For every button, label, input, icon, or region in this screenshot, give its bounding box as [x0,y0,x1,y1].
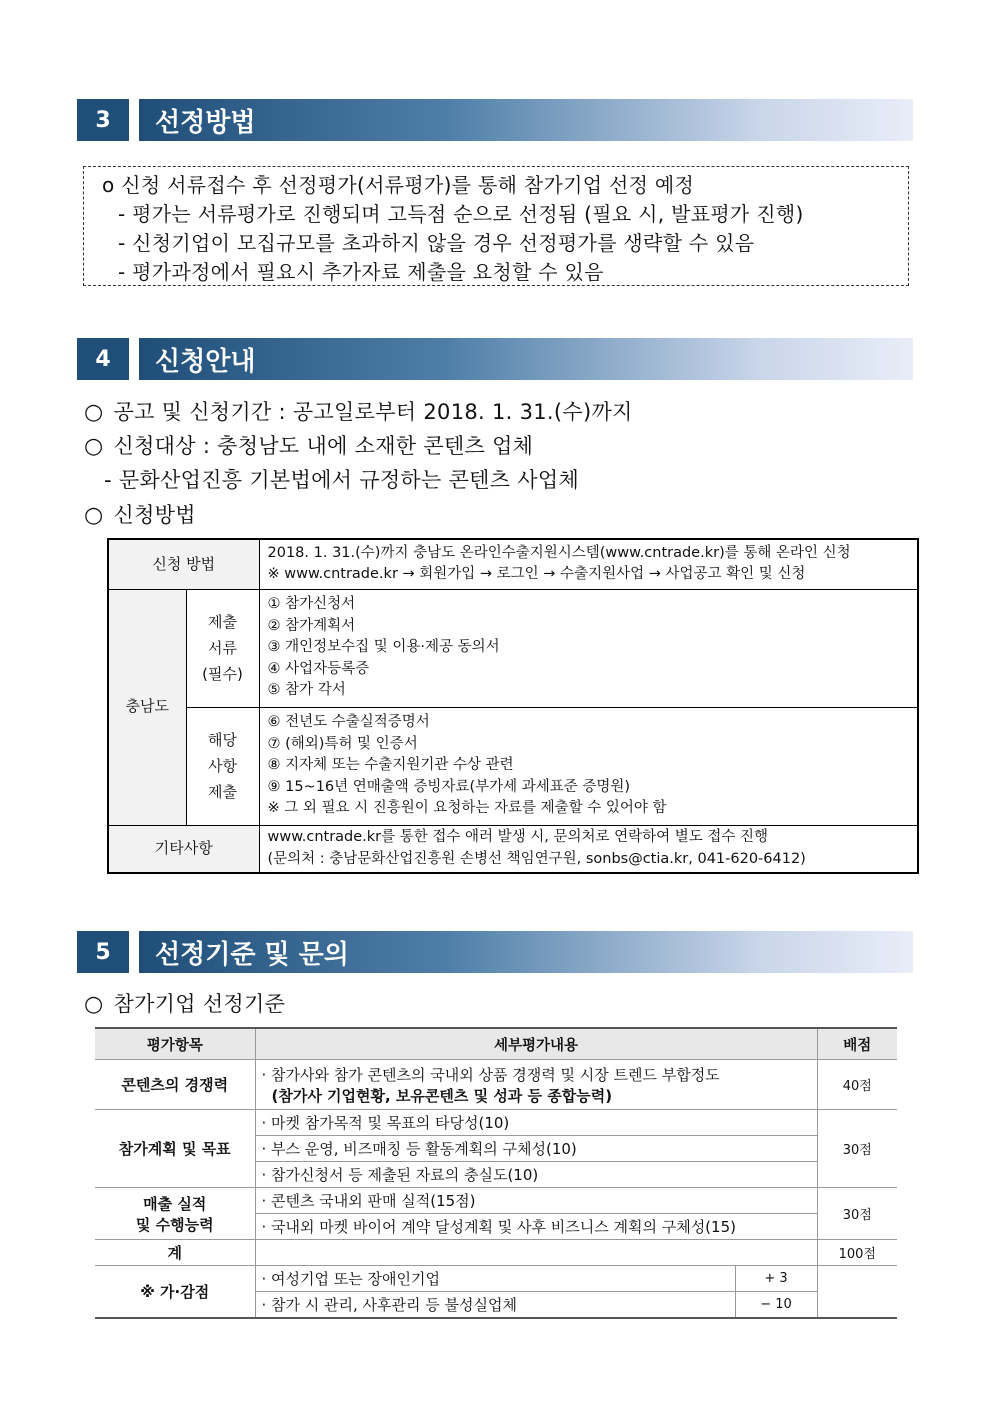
table-row: · 콘텐츠 국내외 판매 실적(15점) [255,1188,817,1214]
list-item: ※ 그 외 필요 시 진흥원이 요청하는 자료를 제출할 수 있어야 함 [267,800,667,817]
circle-bullet-icon: ○ [84,434,104,459]
list-item: ⑧ 지자체 또는 수출지원기관 수상 관련 [267,757,514,774]
list-item: ⑨ 15~16년 연매출액 증빙자료(부가세 과세표준 증명원) [267,778,631,795]
circle-bullet-icon: ○ [84,400,104,425]
criteria-table [95,1027,897,1319]
selection-method-box [83,166,909,286]
region-label: 충남도 [108,589,186,825]
list-item: ② 참가계획서 [267,617,356,634]
section-3-header [77,99,913,141]
total-score: 100점 [817,1240,897,1266]
selection-method-line: - 평가과정에서 필요시 추가자료 제출을 요청할 수 있음 [118,260,604,284]
list-item: ④ 사업자등록증 [267,660,370,677]
application-target-sub: - 문화산업진흥 기본법에서 규정하는 콘텐츠 사업체 [104,468,580,492]
content-score: 40점 [817,1060,897,1110]
total-empty [255,1240,817,1266]
adjust-category: ※ 가·감점 [95,1266,255,1319]
plan-score: 30점 [817,1110,897,1188]
content-detail: · 참가사와 참가 콘텐츠의 국내외 상품 경쟁력 및 시장 트렌드 부합정도 (참가사 기업현황, 보유콘텐츠 및 성과 등 종합능력) [255,1060,817,1110]
adjust-score-empty [817,1266,897,1319]
total-label: 계 [95,1240,255,1266]
sales-score: 30점 [817,1188,897,1240]
application-period: ○ 공고 및 신청기간 : 공고일로부터 2018. 1. 31.(수)까지 [84,400,633,425]
content-category: 콘텐츠의 경쟁력 [95,1060,255,1110]
selection-method-line: - 평가는 서류평가로 진행되며 고득점 순으로 선정됨 (필요 시, 발표평가 진행) [118,202,804,226]
application-method-title: ○ 신청방법 [84,503,196,528]
optional-docs-label: 해당 사항 제출 [186,707,259,825]
header-score: 배점 [817,1028,897,1060]
header-item: 평가항목 [95,1028,255,1060]
list-item: ③ 개인정보수집 및 이용·제공 동의서 [267,639,500,656]
list-item: ⑥ 전년도 수출실적증명서 [267,714,430,731]
section-4-title: 신청안내 [139,338,913,380]
table-row: · 여성기업 또는 장애인기업 [255,1266,735,1292]
etc-content: www.cntrade.kr를 통한 접수 애러 발생 시, 문의처로 연락하여 별도 접수 진행 (문의처 : 충남문화산업진흥원 손병선 책임연구원, sonbs@ctia.kr, 041-620-6412) [259,825,918,873]
circle-bullet-icon: ○ [84,503,104,528]
method-label: 신청 방법 [108,539,259,589]
adjust-points: − 10 [735,1292,817,1319]
list-item: ⑤ 참가 각서 [267,682,346,699]
required-docs-label: 제출 서류 (필수) [186,589,259,707]
list-item: ⑦ (해외)특허 및 인증서 [267,735,418,752]
method-content: 2018. 1. 31.(수)까지 충남도 온라인수출지원시스템(www.cntrade.kr)를 통해 온라인 신청 ※ www.cntrade.kr → 회원가입 → 로그인 → 수출지원사업 → 사업공고 확인 및 신청 [259,539,918,589]
section-3-title: 선정방법 [139,99,913,141]
etc-label: 기타사항 [108,825,259,873]
table-row: · 부스 운영, 비즈매칭 등 활동계획의 구체성(10) [255,1136,817,1162]
application-target: ○ 신청대상 : 충청남도 내에 소재한 콘텐츠 업체 [84,434,534,459]
header-detail: 세부평가내용 [255,1028,817,1060]
section-5-header [77,931,913,973]
selection-method-line: - 신청기업이 모집규모를 초과하지 않을 경우 선정평가를 생략할 수 있음 [118,231,755,255]
section-4-number: 4 [77,338,129,380]
circle-bullet-icon: ○ [84,992,104,1017]
optional-docs-list [259,707,918,825]
plan-category: 참가계획 및 목표 [95,1110,255,1188]
section-5-number: 5 [77,931,129,973]
selection-method-line: o 신청 서류접수 후 선정평가(서류평가)를 통해 참가기업 선정 예정 [102,173,695,197]
table-row: · 참가신청서 등 제출된 자료의 충실도(10) [255,1162,817,1188]
required-docs-list [259,589,918,707]
adjust-points: + 3 [735,1266,817,1292]
sales-category: 매출 실적 및 수행능력 [95,1188,255,1240]
table-row: · 국내외 마켓 바이어 계약 달성계획 및 사후 비즈니스 계획의 구체성(15) [255,1214,817,1240]
list-item: ① 참가신청서 [267,596,356,613]
application-method-table [107,538,919,874]
section-5-title: 선정기준 및 문의 [139,931,913,973]
section-4-header [77,338,913,380]
table-row: · 참가 시 관리, 사후관리 등 불성실업체 [255,1292,735,1319]
criteria-title: ○ 참가기업 선정기준 [84,992,286,1017]
table-row: · 마켓 참가목적 및 목표의 타당성(10) [255,1110,817,1136]
section-3-number: 3 [77,99,129,141]
